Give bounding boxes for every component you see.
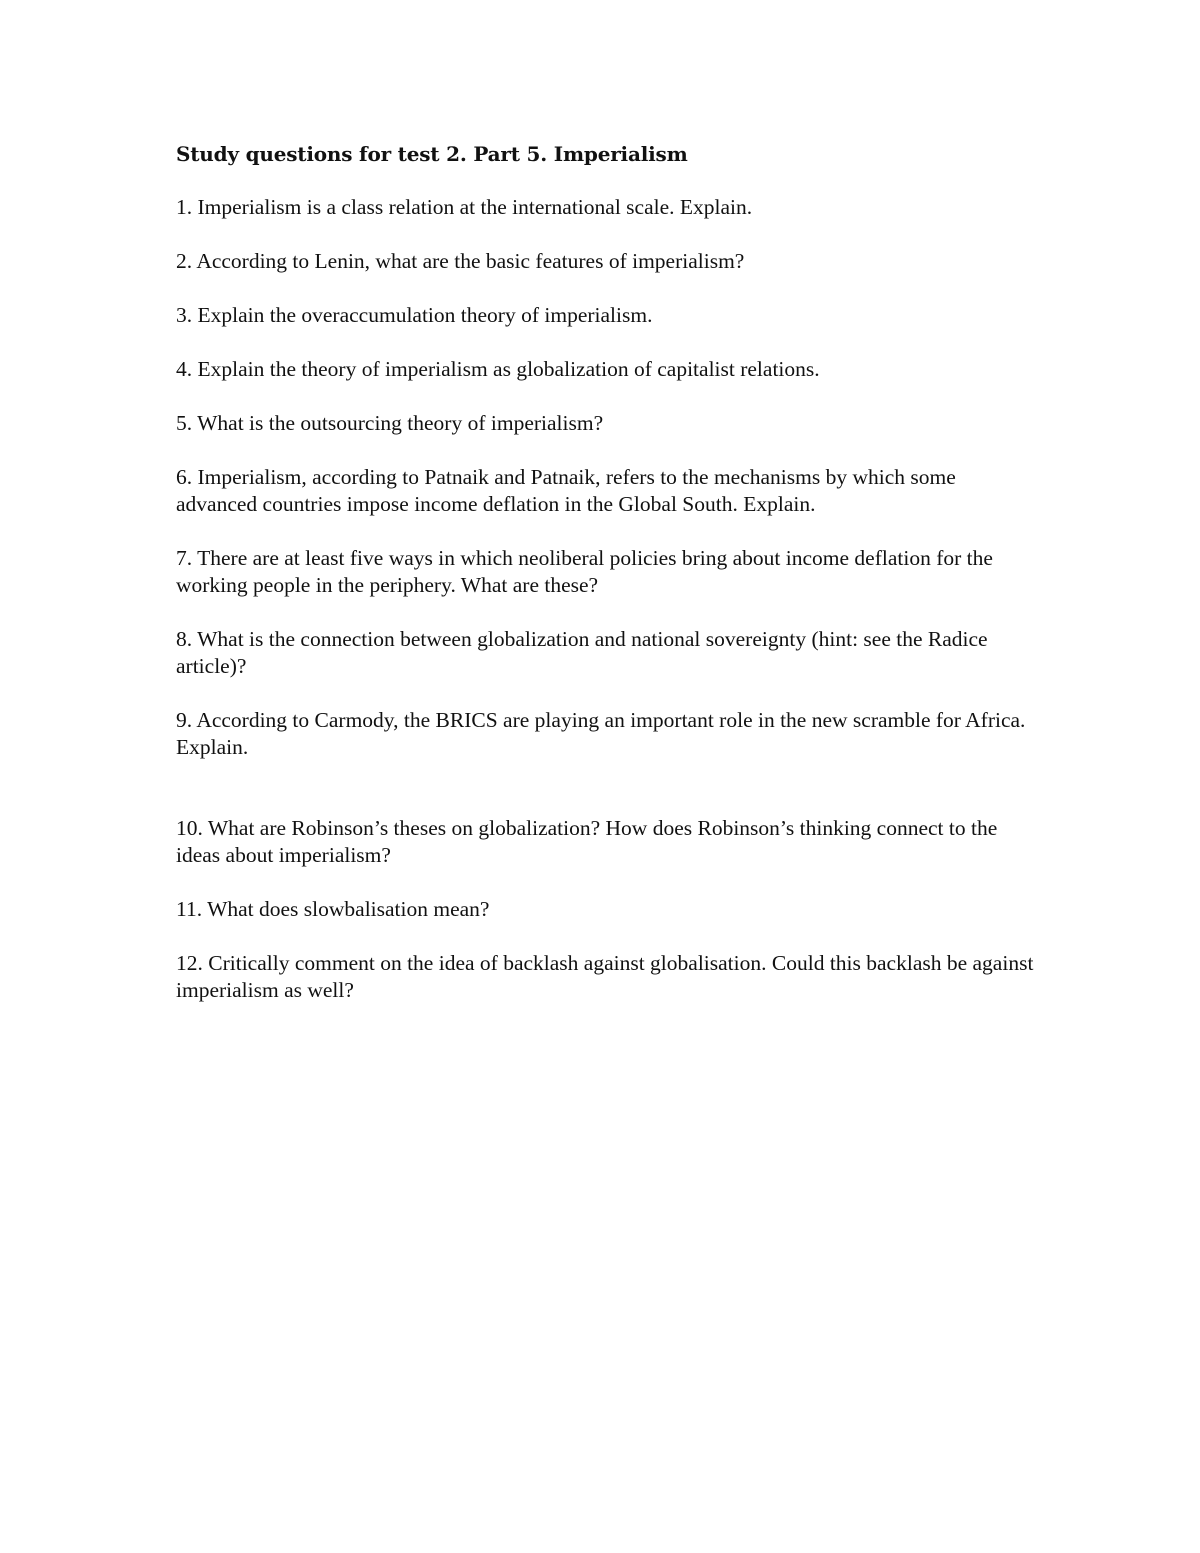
- document-title: Study questions for test 2. Part 5. Imperialism: [176, 142, 688, 166]
- question-6: 6. Imperialism, according to Patnaik and Patnaik, refers to the mechanisms by which some advanced countries impose income deflation in the Global South. Explain.: [176, 465, 956, 516]
- question-7: 7. There are at least five ways in which neoliberal policies bring about income deflation for the working people in the periphery. What are these?: [176, 546, 993, 597]
- question-8: 8. What is the connection between globalization and national sovereignty (hint: see the Radice article)?: [176, 627, 988, 678]
- question-2: 2. According to Lenin, what are the basic features of imperialism?: [176, 249, 745, 273]
- question-1: 1. Imperialism is a class relation at the international scale. Explain.: [176, 195, 753, 219]
- question-5: 5. What is the outsourcing theory of imperialism?: [176, 411, 604, 435]
- question-4: 4. Explain the theory of imperialism as globalization of capitalist relations.: [176, 357, 820, 381]
- question-12: 12. Critically comment on the idea of backlash against globalisation. Could this backlash be against imperialism as well?: [176, 951, 1034, 1002]
- question-10: 10. What are Robinson’s theses on globalization? How does Robinson’s thinking connect to the ideas about imperialism?: [176, 816, 998, 867]
- question-3: 3. Explain the overaccumulation theory of imperialism.: [176, 303, 653, 327]
- document-body: [176, 140, 1036, 1031]
- question-9: 9. According to Carmody, the BRICS are playing an important role in the new scramble for Africa. Explain.: [176, 708, 1026, 759]
- question-11: 11. What does slowbalisation mean?: [176, 897, 490, 921]
